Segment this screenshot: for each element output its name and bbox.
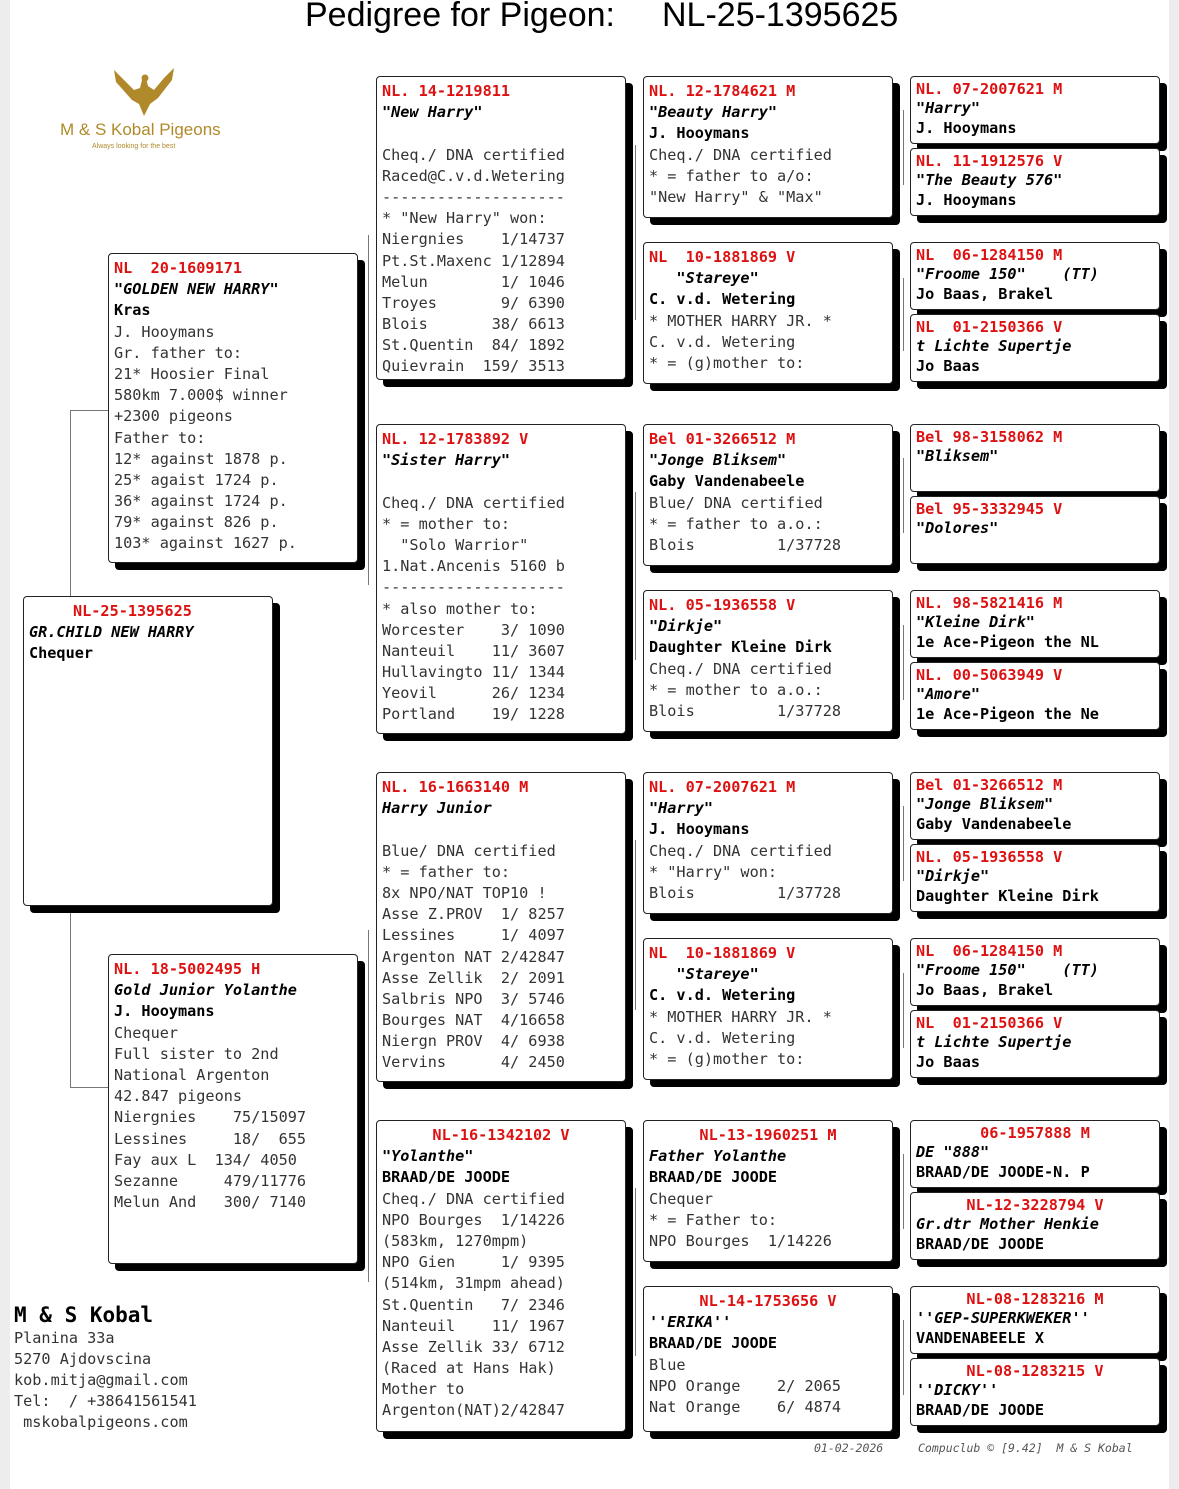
ring-number: NL 06-1284150 M (916, 246, 1063, 264)
pigeon-name: Gr.dtr Mother Henkie (916, 1215, 1099, 1234)
granddam-maternal-card[interactable] (376, 1120, 626, 1432)
logo-tagline: Always looking for the best (92, 143, 176, 150)
breeder-line: BRAAD/DE JOODE (916, 1234, 1045, 1253)
breeder-line: 1e Ace-Pigeon the Ne (916, 704, 1099, 723)
info-line: Vervins 4/ 2450 (382, 1053, 565, 1072)
ring-number: Bel 98-3158062 M (916, 428, 1063, 446)
info-line: 79* against 826 p. (114, 513, 279, 532)
gg-grandparent-card[interactable] (910, 314, 1160, 382)
pigeon-name: "Sister Harry" (382, 451, 511, 470)
breeder-line: BRAAD/DE JOODE (382, 1168, 511, 1187)
breeder-line: BRAAD/DE JOODE (649, 1168, 778, 1187)
ring-number: NL. 00-5063949 V (916, 666, 1063, 684)
pigeon-name: "Froome 150" (TT) (916, 265, 1099, 284)
ring-number: NL-25-1395625 (73, 602, 192, 620)
info-line: Raced@C.v.d.Wetering (382, 166, 565, 185)
info-line (382, 819, 620, 840)
breeder-line: 1e Ace-Pigeon the NL (916, 632, 1099, 651)
info-line: "New Harry" & "Max" (649, 187, 823, 206)
info-line: 25* agaist 1724 p. (114, 470, 279, 489)
gg-grandparent-card[interactable] (910, 938, 1160, 1006)
info-line: Argenton(NAT)2/42847 (382, 1401, 565, 1420)
gg-grandparent-card[interactable] (910, 76, 1160, 144)
owner-city-line: 5270 Ajdovscina (14, 1350, 152, 1368)
pigeon-name: "Jonge Bliksem" (649, 451, 787, 470)
info-line: * = (g)mother to: (649, 353, 805, 372)
gg-grandparent-card[interactable] (910, 242, 1160, 310)
great-grandparent-card[interactable] (643, 938, 893, 1080)
info-line: (514km, 31mpm ahead) (382, 1274, 565, 1293)
gg-grandparent-card[interactable] (910, 424, 1160, 492)
info-line: Blue/ DNA certified (649, 493, 823, 512)
info-line: 36* against 1724 p. (114, 492, 288, 511)
sire-card[interactable] (108, 253, 358, 563)
info-line: Lessines 18/ 655 (114, 1129, 307, 1148)
info-line (382, 123, 620, 144)
info-line: Niergnies 75/15097 (114, 1108, 307, 1127)
gg-grandparent-card[interactable] (910, 772, 1160, 840)
breeder-line: J. Hooymans (649, 820, 750, 839)
breeder-line: Daughter Kleine Dirk (916, 886, 1099, 905)
info-line: Hullavingto 11/ 1344 (382, 663, 565, 682)
breeder-line: C. v.d. Wetering (649, 986, 796, 1005)
info-line: Cheq./ DNA certified (382, 1189, 565, 1208)
gg-grandparent-card[interactable] (910, 1192, 1160, 1260)
breeder-line: J. Hooymans (916, 190, 1017, 209)
great-grandparent-card[interactable] (643, 1286, 893, 1432)
info-line: 103* against 1627 p. (114, 534, 297, 553)
info-line: (Raced at Hans Hak) (382, 1359, 556, 1378)
info-line: J. Hooymans (114, 322, 215, 341)
info-line: "Solo Warrior" (382, 535, 529, 554)
info-line: Quievrain 159/ 3513 (382, 357, 565, 376)
info-line: Nanteuil 11/ 1967 (382, 1316, 565, 1335)
info-line: Yeovil 26/ 1234 (382, 684, 565, 703)
gg-grandparent-card[interactable] (910, 1358, 1160, 1426)
info-line: St.Quentin 84/ 1892 (382, 336, 565, 355)
pigeon-name: t Lichte Supertje (916, 337, 1072, 356)
breeder-line: BRAAD/DE JOODE (916, 1400, 1045, 1419)
breeder-line: VANDENABEELE X (916, 1328, 1045, 1347)
info-line: 12* against 1878 p. (114, 449, 288, 468)
info-line: Blois 1/37728 (649, 535, 842, 554)
info-line: Cheq./ DNA certified (382, 493, 565, 512)
ring-number: NL. 07-2007621 M (649, 778, 796, 796)
ring-number: NL. 18-5002495 H (114, 960, 261, 978)
info-line: 21* Hoosier Final (114, 364, 270, 383)
ring-number: NL. 05-1936558 V (649, 596, 796, 614)
grandsire-paternal-card[interactable] (376, 76, 626, 380)
info-line: C. v.d. Wetering (649, 1028, 796, 1047)
breeder-line (916, 467, 1154, 486)
gg-grandparent-card[interactable] (910, 590, 1160, 658)
info-line: +2300 pigeons (114, 407, 233, 426)
ring-number: Bel 01-3266512 M (649, 430, 796, 448)
ring-number: NL 10-1881869 V (649, 248, 796, 266)
info-line: * "Harry" won: (649, 862, 778, 881)
info-line: Mother to (382, 1380, 465, 1399)
pigeon-name: ''DICKY'' (916, 1381, 999, 1400)
pigeon-name: "Dirkje" (916, 867, 990, 886)
pigeon-name: "Amore" (916, 685, 981, 704)
pigeon-name: "Froome 150" (TT) (916, 961, 1099, 980)
great-grandparent-card[interactable] (643, 772, 893, 914)
pigeon-name: "New Harry" (382, 103, 483, 122)
title-ring-number: NL-25-1395625 (662, 0, 899, 34)
breeder-line: Jo Baas (916, 356, 981, 375)
info-line: * = mother to: (382, 514, 511, 533)
ring-number: NL 01-2150366 V (916, 1014, 1063, 1032)
breeder-line: BRAAD/DE JOODE (649, 1334, 778, 1353)
info-line: NPO Bourges 1/14226 (649, 1231, 832, 1250)
subject-card[interactable] (23, 596, 273, 906)
info-line: Argenton NAT 2/42847 (382, 947, 565, 966)
ring-number: NL. 11-1912576 V (916, 152, 1063, 170)
info-line: Melun 1/ 1046 (382, 272, 565, 291)
ring-number: NL. 07-2007621 M (916, 80, 1063, 98)
ring-number: NL. 05-1936558 V (916, 848, 1063, 866)
pigeon-name: "Dirkje" (649, 617, 723, 636)
breeder-line: Jo Baas (916, 1052, 981, 1071)
great-grandparent-card[interactable] (643, 242, 893, 384)
info-line: Father to: (114, 428, 206, 447)
info-line: Pt.St.Maxenc 1/12894 (382, 251, 565, 270)
ring-number: NL-13-1960251 M (699, 1126, 837, 1144)
great-grandparent-card[interactable] (643, 1120, 893, 1262)
gg-grandparent-card[interactable] (910, 1010, 1160, 1078)
info-line (382, 471, 620, 492)
owner-website: mskobalpigeons.com (14, 1413, 188, 1431)
ring-number: NL. 16-1663140 M (382, 778, 529, 796)
info-line: * = Father to: (649, 1210, 778, 1229)
breeder-line: J. Hooymans (114, 1002, 215, 1021)
pigeon-name: Harry Junior (382, 799, 492, 818)
info-line: -------------------- (382, 187, 565, 206)
owner-email: kob.mitja@gmail.com (14, 1371, 188, 1389)
pigeon-name: "Jonge Bliksem" (916, 795, 1054, 814)
info-line: * = mother to a.o.: (649, 680, 823, 699)
grandsire-maternal-card[interactable] (376, 772, 626, 1082)
gg-grandparent-card[interactable] (910, 1286, 1160, 1354)
info-line: Worcester 3/ 1090 (382, 620, 565, 639)
breeder-line: Gaby Vandenabeele (916, 814, 1072, 833)
ring-number: Bel 95-3332945 V (916, 500, 1063, 518)
info-line: 580km 7.000$ winner (114, 386, 288, 405)
footer-date: 01-02-2026 (814, 1441, 884, 1455)
info-line: * also mother to: (382, 599, 538, 618)
info-line: (583km, 1270mpm) (382, 1231, 529, 1250)
pigeon-name: "Beauty Harry" (649, 103, 778, 122)
ring-number: NL 01-2150366 V (916, 318, 1063, 336)
breeder-line: Chequer (29, 644, 94, 663)
owner-address (14, 1302, 197, 1433)
info-line: Nanteuil 11/ 3607 (382, 641, 565, 660)
owner-phone: Tel: / +38641561541 (14, 1392, 197, 1410)
ring-number: NL-08-1283215 V (966, 1362, 1104, 1380)
breeder-line: J. Hooymans (916, 118, 1017, 137)
footer-copyright: Compuclub © [9.42] M & S Kobal (918, 1441, 1133, 1455)
logo-name: M & S Kobal Pigeons (60, 120, 221, 139)
pigeon-name: "Stareye" (649, 269, 759, 288)
eagle-icon (112, 66, 176, 118)
breeder-line: BRAAD/DE JOODE-N. P (916, 1162, 1090, 1181)
great-grandparent-card[interactable] (643, 590, 893, 732)
pigeon-name: "GOLDEN NEW HARRY" (114, 280, 279, 299)
info-line: Cheq./ DNA certified (649, 659, 832, 678)
info-line: Full sister to 2nd (114, 1044, 279, 1063)
info-line: * MOTHER HARRY JR. * (649, 1007, 832, 1026)
info-line: * "New Harry" won: (382, 209, 547, 228)
breeder-line: Gaby Vandenabeele (649, 472, 805, 491)
title-label: Pedigree for Pigeon: (305, 0, 615, 34)
ring-number: Bel 01-3266512 M (916, 776, 1063, 794)
owner-address-line: Planina 33a (14, 1329, 115, 1347)
info-line: Cheq./ DNA certified (649, 145, 832, 164)
pigeon-name: ''ERIKA'' (649, 1313, 732, 1332)
info-line: Cheq./ DNA certified (649, 841, 832, 860)
ring-number: NL 06-1284150 M (916, 942, 1063, 960)
gg-grandparent-card[interactable] (910, 148, 1160, 216)
info-line: Blue (649, 1355, 686, 1374)
info-line: Blue/ DNA certified (382, 841, 556, 860)
ring-number: NL-14-1753656 V (699, 1292, 837, 1310)
great-grandparent-card[interactable] (643, 424, 893, 566)
pigeon-name: DE "888" (916, 1143, 990, 1162)
breeder-line: Jo Baas, Brakel (916, 980, 1054, 999)
pigeon-name: "Stareye" (649, 965, 759, 984)
info-line: Melun And 300/ 7140 (114, 1193, 307, 1212)
logo (56, 66, 236, 156)
gg-grandparent-card[interactable] (910, 662, 1160, 730)
gg-grandparent-card[interactable] (910, 1120, 1160, 1188)
info-line: Salbris NPO 3/ 5746 (382, 989, 565, 1008)
info-line: Cheq./ DNA certified (382, 145, 565, 164)
ring-number: NL. 14-1219811 (382, 82, 511, 100)
breeder-line: Kras (114, 301, 151, 320)
info-line: St.Quentin 7/ 2346 (382, 1295, 565, 1314)
pigeon-name: Gold Junior Yolanthe (114, 981, 297, 1000)
info-line: NPO Orange 2/ 2065 (649, 1376, 842, 1395)
info-line: Fay aux L 134/ 4050 (114, 1150, 297, 1169)
pigeon-name: t Lichte Supertje (916, 1033, 1072, 1052)
great-grandparent-card[interactable] (643, 76, 893, 218)
info-line: * = father to a/o: (649, 166, 814, 185)
info-line: * = (g)mother to: (649, 1049, 805, 1068)
ring-number: NL. 12-1784621 M (649, 82, 796, 100)
gg-grandparent-card[interactable] (910, 496, 1160, 564)
info-line: 8x NPO/NAT TOP10 ! (382, 883, 547, 902)
info-line: Bourges NAT 4/16658 (382, 1011, 565, 1030)
info-line: Portland 19/ 1228 (382, 705, 565, 724)
ring-number: NL 10-1881869 V (649, 944, 796, 962)
pigeon-name: "Harry" (916, 99, 981, 118)
ring-number: NL. 12-1783892 V (382, 430, 529, 448)
breeder-line: J. Hooymans (649, 124, 750, 143)
pigeon-name: Father Yolanthe (649, 1147, 787, 1166)
info-line: Niergnies 1/14737 (382, 230, 565, 249)
owner-name: M & S Kobal (14, 1303, 154, 1327)
ring-number: NL 20-1609171 (114, 259, 243, 277)
pigeon-name: "Yolanthe" (382, 1147, 474, 1166)
info-line: 1.Nat.Ancenis 5160 b (382, 557, 565, 576)
pigeon-name: "Kleine Dirk" (916, 613, 1035, 632)
info-line: Troyes 9/ 6390 (382, 293, 565, 312)
info-line: * MOTHER HARRY JR. * (649, 311, 832, 330)
ring-number: NL-16-1342102 V (432, 1126, 570, 1144)
pigeon-name: GR.CHILD NEW HARRY (29, 623, 194, 642)
pigeon-name: "Harry" (649, 799, 714, 818)
ring-number: NL-12-3228794 V (966, 1196, 1104, 1214)
breeder-line (916, 539, 1154, 558)
granddam-paternal-card[interactable] (376, 424, 626, 734)
info-line: * = father to: (382, 862, 511, 881)
info-line: Chequer (649, 1189, 714, 1208)
info-line: Asse Zellik 33/ 6712 (382, 1337, 565, 1356)
ring-number: 06-1957888 M (980, 1124, 1090, 1142)
info-line: Asse Z.PROV 1/ 8257 (382, 905, 565, 924)
info-line: Gr. father to: (114, 343, 243, 362)
info-line: 42.847 pigeons (114, 1087, 243, 1106)
pigeon-name: "The Beauty 576" (916, 171, 1063, 190)
info-line: Asse Zellik 2/ 2091 (382, 968, 565, 987)
info-line: Sezanne 479/11776 (114, 1171, 307, 1190)
ring-number: NL. 98-5821416 M (916, 594, 1063, 612)
breeder-line: Daughter Kleine Dirk (649, 638, 832, 657)
gg-grandparent-card[interactable] (910, 844, 1160, 912)
info-line: Blois 38/ 6613 (382, 315, 565, 334)
breeder-line: Jo Baas, Brakel (916, 284, 1054, 303)
info-line: -------------------- (382, 578, 565, 597)
info-line: * = father to a.o.: (649, 514, 823, 533)
info-line: C. v.d. Wetering (649, 332, 796, 351)
pigeon-name: ''GEP-SUPERKWEKER'' (916, 1309, 1090, 1328)
info-line: Lessines 1/ 4097 (382, 926, 565, 945)
info-line: NPO Bourges 1/14226 (382, 1210, 565, 1229)
page-title (0, 0, 1179, 40)
info-line: Nat Orange 6/ 4874 (649, 1397, 842, 1416)
info-line: Niergn PROV 4/ 6938 (382, 1032, 565, 1051)
dam-card[interactable] (108, 954, 358, 1264)
info-line: Blois 1/37728 (649, 883, 842, 902)
info-line: Blois 1/37728 (649, 701, 842, 720)
info-line: NPO Gien 1/ 9395 (382, 1253, 565, 1272)
info-line: National Argenton (114, 1065, 270, 1084)
info-line: Chequer (114, 1023, 179, 1042)
pigeon-name: "Bliksem" (916, 447, 999, 466)
breeder-line: C. v.d. Wetering (649, 290, 796, 309)
pigeon-name: "Dolores" (916, 519, 999, 538)
ring-number: NL-08-1283216 M (966, 1290, 1104, 1308)
